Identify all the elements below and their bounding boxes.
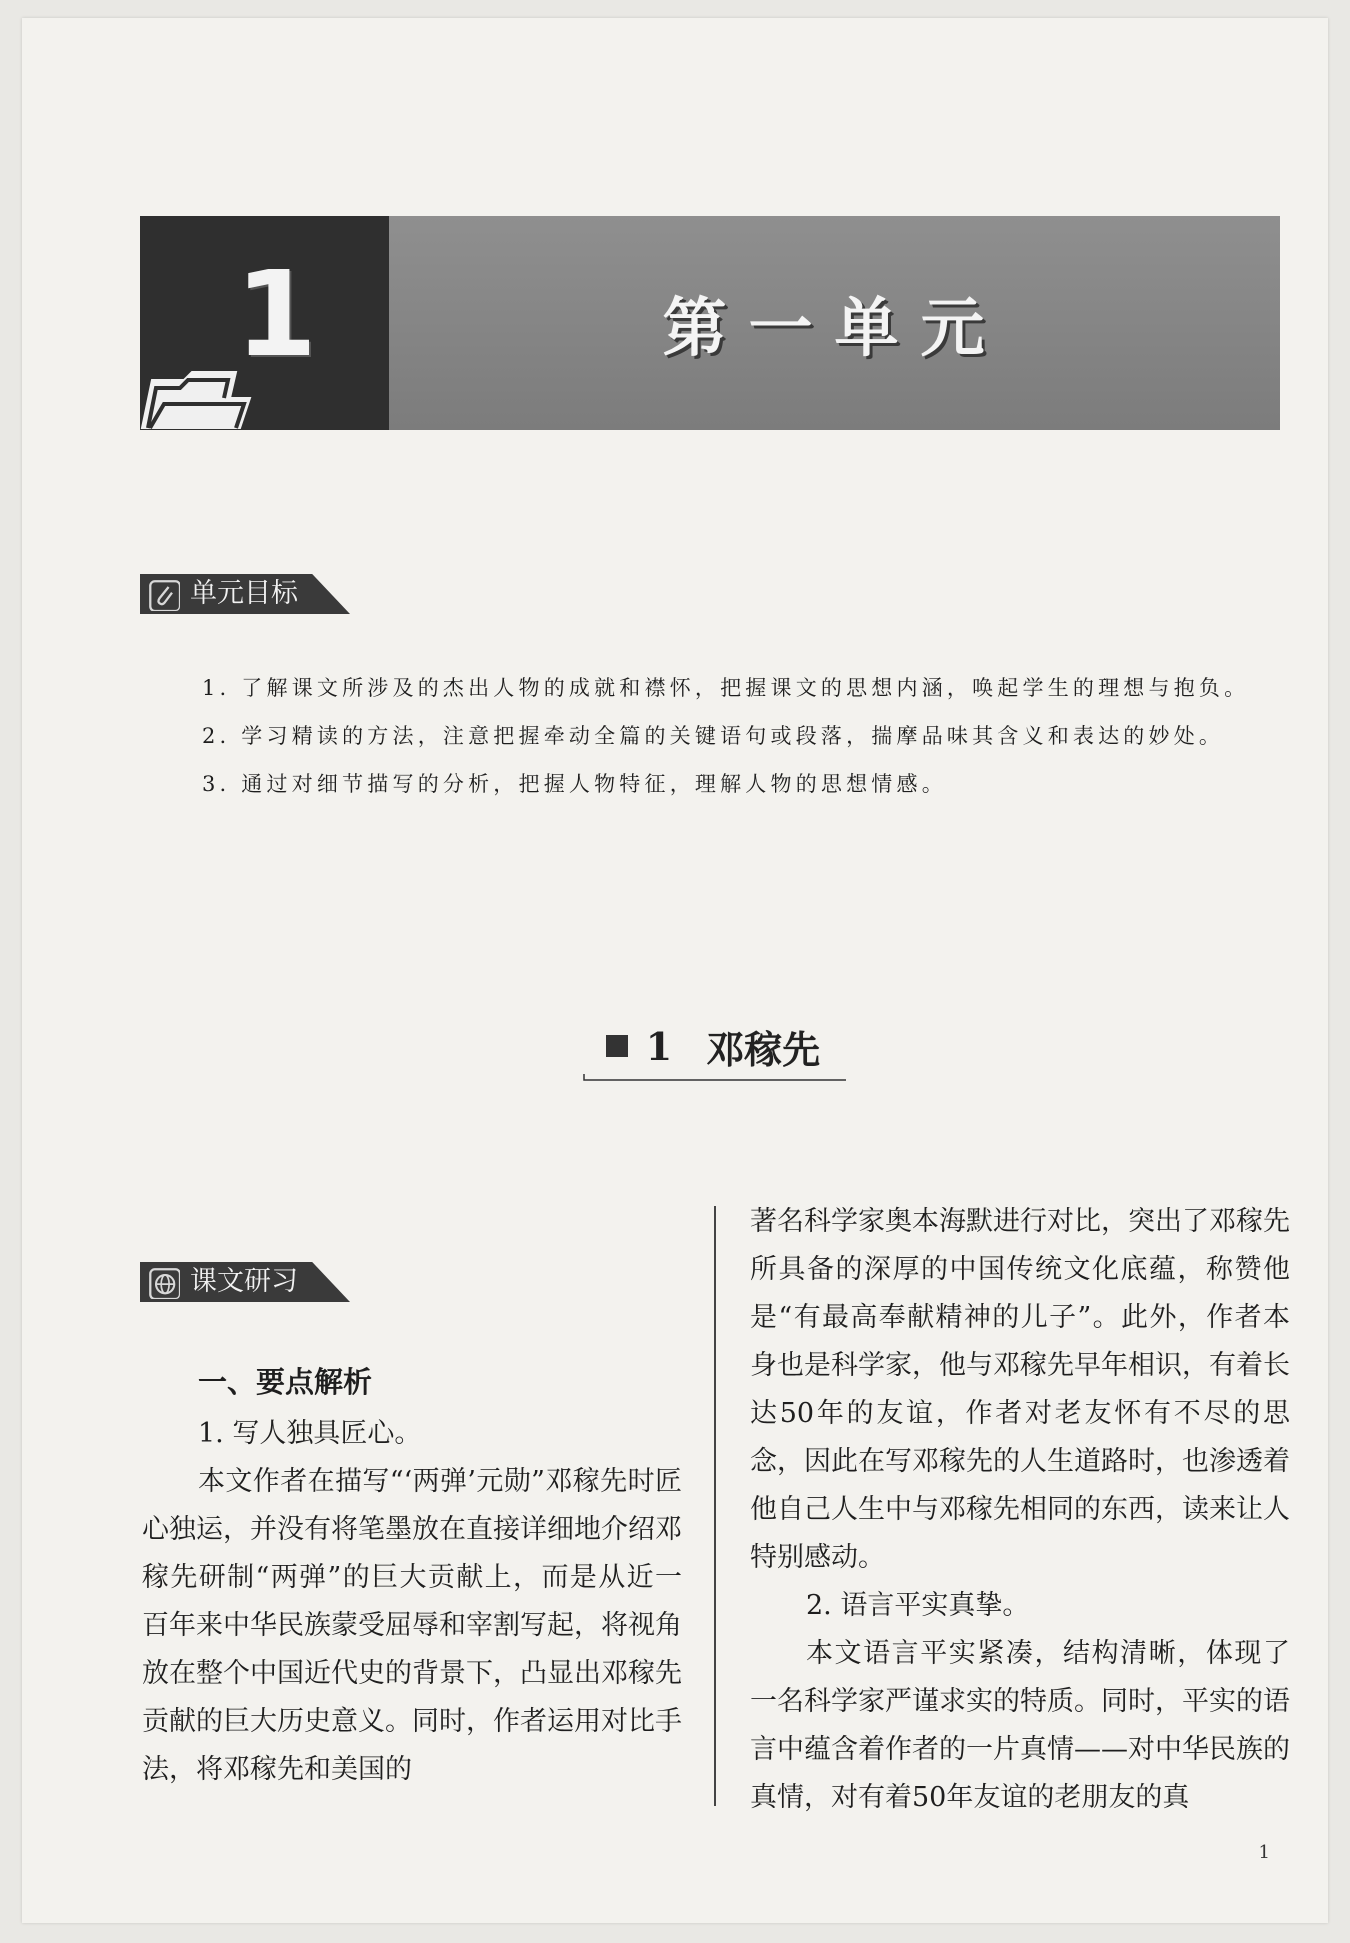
point-body: 本文语言平实紧凑，结构清晰，体现了一名科学家严谨求实的特质。同时，平实的语言中蕴含着作者的一片真情——对中华民族的真情，对有着50年友谊的老朋友的真: [750, 1638, 1290, 1813]
objectives-list: [140, 664, 1280, 808]
globe-icon: [148, 1267, 180, 1299]
paperclip-icon: [148, 579, 180, 611]
lesson-title: [578, 1018, 848, 1074]
point-title: 1. 写人独具匠心。: [198, 1418, 422, 1449]
tag-label: 课文研习: [190, 1266, 298, 1297]
unit-banner: [140, 216, 1280, 430]
column-divider: [714, 1206, 716, 1806]
unit-title: 第一单元: [662, 291, 1007, 366]
section-tag-study: [140, 1262, 370, 1302]
folder-icon: [140, 358, 260, 430]
page-number: 1: [1258, 1842, 1270, 1863]
lesson-number: 1: [645, 1023, 673, 1069]
unit-title-panel: [389, 216, 1280, 430]
objective-item: 2. 学习精读的方法，注意把握牵动全篇的关键语句或段落，揣摩品味其含义和表达的妙处。: [202, 724, 1225, 748]
square-bullet-icon: [606, 1035, 628, 1057]
page: [22, 18, 1328, 1923]
unit-number-panel: [140, 216, 389, 430]
point-title: 2. 语言平实真挚。: [806, 1590, 1030, 1621]
lesson-name: 邓稼先: [706, 1026, 821, 1072]
section-heading: 一、要点解析: [198, 1365, 373, 1399]
objective-item: 1. 了解课文所涉及的杰出人物的成就和襟怀，把握课文的思想内涵，唤起学生的理想与抱负。: [202, 676, 1250, 700]
right-column: [750, 1198, 1290, 1822]
point-body-continued: 著名科学家奥本海默进行对比，突出了邓稼先所具备的深厚的中国传统文化底蕴，称赞他是“有最高奉献精神的儿子”。此外，作者本身也是科学家，他与邓稼先早年相识，有着长达50年的友谊，作者对老友怀有不尽的思念，因此在写邓稼先的人生道路时，也渗透着他自己人生中与邓稼先相同的东西，读来让人特别感动。: [750, 1206, 1290, 1573]
left-column: [142, 1358, 682, 1794]
unit-number: 1: [235, 245, 318, 383]
objective-item: 3. 通过对细节描写的分析，把握人物特征，理解人物的思想情感。: [202, 772, 947, 796]
point-body: 本文作者在描写“‘两弹’元勋”邓稼先时匠心独运，并没有将笔墨放在直接详细地介绍邓稼先研制“两弹”的巨大贡献上，而是从近一百年来中华民族蒙受屈辱和宰割写起，将视角放在整个中国近代史的背景下，凸显出邓稼先贡献的巨大历史意义。同时，作者运用对比手法，将邓稼先和美国的: [142, 1466, 682, 1785]
tag-label: 单元目标: [190, 578, 298, 609]
title-underline: [582, 1072, 848, 1084]
section-tag-objectives: [140, 574, 370, 614]
